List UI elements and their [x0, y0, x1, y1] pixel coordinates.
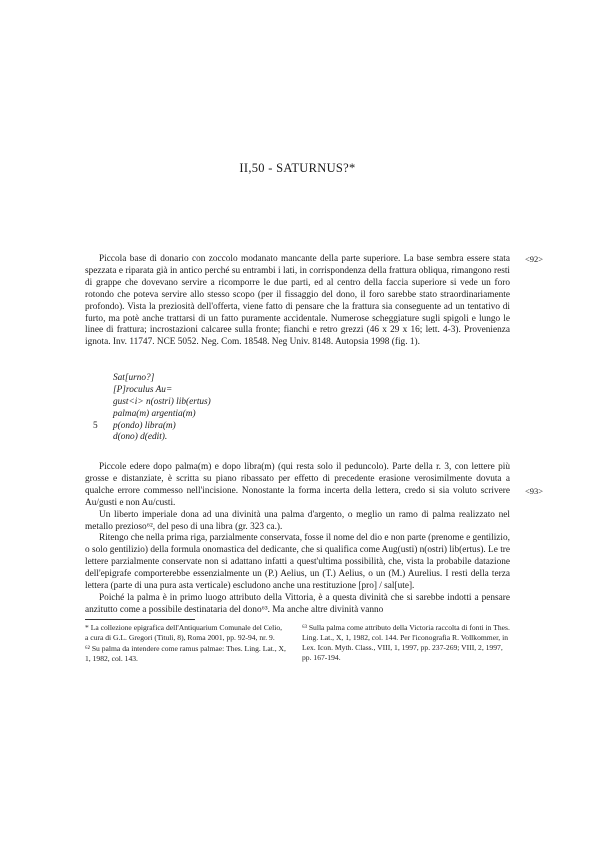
paragraph-5: Poiché la palma è in primo luogo attributo della Vittoria, è a questa divinità che si sarebbe indotti a pensare anzitutto come a possibile destinataria del dono⁶³. Ma anche altre divinità vanno [85, 592, 510, 615]
footnote-divider [85, 619, 195, 620]
page-title: II,50 - SATURNUS?* [239, 161, 356, 175]
footnote: * La collezione epigrafica dell'Antiquarium Comunale del Celio, a cura di G.L. Gregori (Tituli, 8), Roma 2001, pp. 92-94, nr. 9. [85, 623, 283, 642]
line-text: gust<i> n(ostri) lib(ertus) [113, 396, 211, 407]
line-text: p(ondo) libra(m) [113, 420, 176, 431]
paragraph-2: Piccole edere dopo palma(m) e dopo libra(m) (qui resta solo il peduncolo). Parte della r. 3, con lettere più grosse e distanziate, è scritta su piano ribassato per effetto di precedente erasione verosimilmente dovuta a qualche errore commesso nell'incisione. Nonostante la forma incerta della lettera, credo si sia voluto scrivere Au/gusti e non Au/custi. [85, 462, 510, 508]
footnote: ⁶² Su palma da intendere come ramus palmae: Thes. Ling. Lat., X, 1, 1982, col. 143. [85, 644, 286, 663]
line-text: Sat[urno?] [113, 373, 155, 383]
paragraph-4: Ritengo che nella prima riga, parzialmente conservata, fosse il nome del dio e non parte (prenome e gentilizio, o solo gentilizio) della formula onomastica del dedicante, che si qualifica come Aug(usti) n(ostri) lib(ertus). Le tre lettere parzialmente conservate non si adattano infatti a quest'ultima possibilità, che, vista la probabile datazione dell'epigrafe comporterebbe essenzialmente un (P.) Aelius, un (T.) Aelius, o un (M.) Aurelius. I resti della terza lettera (parte di una pura asta verticale) escludono anche una restituzione [pro] / sal[ute]. [85, 533, 510, 592]
footnotes-left [85, 623, 287, 665]
paragraph-1: Piccola base di donario con zoccolo modanato mancante della parte superiore. La base sembra essere stata spezzata e riparata già in antico perché su entrambi i lati, in corrispondenza della frattura obliqua, rimangono resti di grappe che dovevano servire a ricomporre le due parti, ed al centro della faccia superiore si vede un foro rotondo che poteva servire allo stesso scopo (per il fissaggio del dono, il foro sarebbe stato straordinariamente profondo). Vista la preziosità dell'offerta, viene fatto di pensare che la frattura sia conseguente ad un tentativo di furto, ma potè anche trattarsi di un fatto puramente accidentale. Numerose scheggiature sugli spigoli e lungo le linee di frattura; incrostazioni calcaree sulla fronte; fianchi e retro grezzi (46 x 29 x 16; lett. 4-3). Provenienza ignota. Inv. 11747. NCE 5052. Neg. Com. 18548. Neg Univ. 8148. Autopsia 1998 (fig. 1). [85, 254, 510, 348]
paragraph-description [85, 254, 510, 349]
paragraph-3: Un liberto imperiale dona ad una divinità una palma d'argento, o meglio un ramo di palma realizzato nel metallo prezioso⁶², del peso di una libra (gr. 323 ca.). [85, 509, 510, 532]
footnote: ⁶³ Sulla palma come attributo della Victoria raccolta di fonti in Thes. Ling. Lat., X, 1, 1982, col. 144. Per l'iconografia R. Vollkommer, in Lex. Icon. Myth. Class., VIII, 1, 1997, pp. 237-269; VIII, 2, 1997, pp. 167-194. [302, 623, 510, 662]
paragraph-commentary [85, 462, 510, 617]
footnotes-right [302, 623, 510, 664]
line-text: palma(m) argentia(m) [113, 408, 196, 419]
line-text: d(ono) d(edit). [113, 432, 168, 443]
line-number: 5 [93, 420, 98, 431]
margin-ref-92: <92> [525, 254, 544, 264]
line-text: [P]roculus Au= [113, 384, 173, 395]
margin-ref-93: <93> [525, 486, 544, 496]
